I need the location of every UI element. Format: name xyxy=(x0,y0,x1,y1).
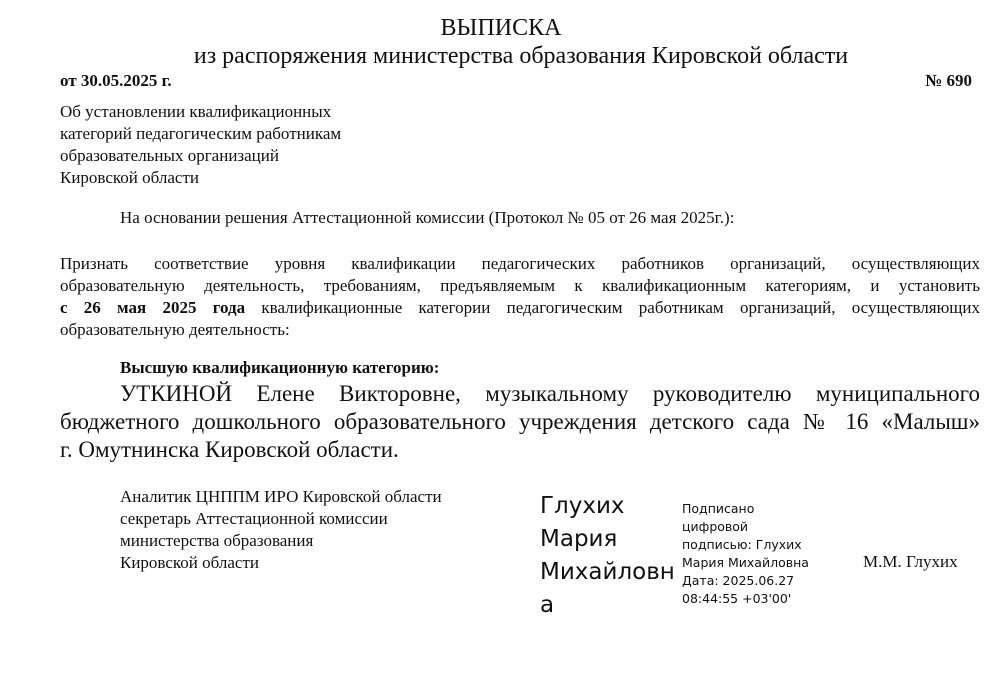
signature-name-line: Мария xyxy=(540,526,618,552)
signature-name-line: Михайловн xyxy=(540,559,675,585)
order-subject xyxy=(60,101,440,189)
paragraph-line: образовательную деятельность: xyxy=(60,320,290,339)
signer-position xyxy=(120,486,442,574)
signature-info-line: цифровой xyxy=(682,519,749,534)
award-line: г. Омутнинска Кировской области. xyxy=(60,437,399,462)
paragraph-line xyxy=(60,297,980,319)
signature-info-line: 08:44:55 +03'00' xyxy=(682,591,792,606)
award-text xyxy=(60,380,980,464)
subject-line: Кировской области xyxy=(60,168,199,187)
signer-line: Аналитик ЦНППМ ИРО Кировской области xyxy=(120,487,442,506)
subject-line: Об установлении квалификационных xyxy=(60,102,332,121)
signer-line: министерства образования xyxy=(120,531,314,550)
signature-info-line: Подписано xyxy=(682,501,755,516)
signature-info-line: Мария Михайловна xyxy=(682,555,809,570)
order-date: от 30.05.2025 г. xyxy=(60,71,172,90)
resolution-paragraph xyxy=(60,253,980,341)
order-number: № 690 xyxy=(925,71,972,90)
paragraph-line-rest: квалификационные категории педагогическим работникам организаций, осуществляющих xyxy=(245,298,980,317)
paragraph-line: Признать соответствие уровня квалификации педагогических работников организаций, осуществляющих xyxy=(60,254,980,273)
subject-line: категорий педагогическим работникам xyxy=(60,124,342,143)
digital-signature-info xyxy=(682,500,809,608)
effective-date: с 26 мая 2025 года xyxy=(60,298,246,317)
signature-name-line: а xyxy=(540,592,555,618)
signature-info-line: подписью: Глухих xyxy=(682,537,802,552)
signer-line: Кировской области xyxy=(120,553,259,572)
digital-signature-name xyxy=(540,490,680,622)
category-heading: Высшую квалификационную категорию: xyxy=(120,358,440,377)
basis-statement: На основании решения Аттестационной комиссии (Протокол № 05 от 26 мая 2025г.): xyxy=(120,208,735,227)
signature-name-line: Глухих xyxy=(540,493,625,519)
paragraph-line: образовательную деятельность, требованиям, предъявляемым к квалификационным категориям, и установить xyxy=(60,276,980,295)
signature-info-line: Дата: 2025.06.27 xyxy=(682,573,795,588)
document-title: ВЫПИСКА xyxy=(440,15,562,41)
award-line: УТКИНОЙ Елене Викторовне, музыкальному руководителю муниципального xyxy=(120,381,980,406)
subject-line: образовательных организаций xyxy=(60,146,279,165)
signer-line: секретарь Аттестационной комиссии xyxy=(120,509,388,528)
signer-initials: М.М. Глухих xyxy=(863,552,958,571)
award-line: бюджетного дошкольного образовательного учреждения детского сада № 16 «Малыш» xyxy=(60,409,980,434)
document-subtitle: из распоряжения министерства образования Кировской области xyxy=(193,43,849,69)
